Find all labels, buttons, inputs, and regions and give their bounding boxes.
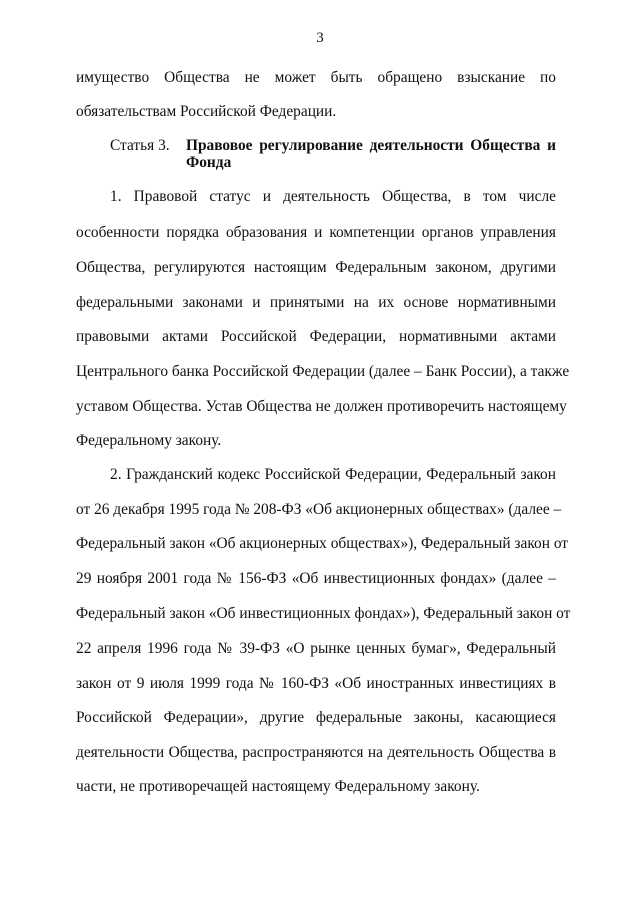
text-line: деятельности Общества, распространяются на деятельность Общества в (76, 744, 556, 761)
text-line: 29 ноября 2001 года № 156-ФЗ «Об инвестиционных фондах» (далее – (76, 570, 556, 587)
text-line: 2. Гражданский кодекс Российской Федерации, Федеральный закон (110, 466, 556, 483)
text-line: правовыми актами Российской Федерации, нормативными актами (76, 328, 556, 345)
text-line: закон от 9 июля 1999 года № 160-ФЗ «Об иностранных инвестициях в (76, 675, 556, 692)
text-line: Российской Федерации», другие федеральные законы, касающиеся (76, 709, 556, 726)
text-line: от 26 декабря 1995 года № 208-ФЗ «Об акционерных обществах» (далее – (76, 501, 562, 518)
text-line: части, не противоречащей настоящему Федеральному закону. (76, 778, 480, 795)
text-line: Федеральному закону. (76, 432, 222, 449)
text-line: Общества, регулируются настоящим Федеральным законом, другими (76, 259, 556, 276)
article-title-line: Фонда (186, 154, 232, 171)
page-number: 3 (316, 30, 324, 46)
text-line: 22 апреля 1996 года № 39-ФЗ «О рынке ценных бумаг», Федеральный (76, 640, 556, 657)
text-line: 1. Правовой статус и деятельность Общества, в том числе (110, 188, 556, 205)
text-line: федеральными законами и принятыми на их основе нормативными (76, 294, 556, 311)
article-title-line: Правовое регулирование деятельности Общества и (186, 137, 556, 154)
text-line: уставом Общества. Устав Общества не должен противоречить настоящему (76, 398, 567, 415)
article-label: Статья 3. (110, 137, 170, 154)
text-line: обязательствам Российской Федерации. (76, 103, 337, 120)
text-line: имущество Общества не может быть обращено взыскание по (76, 69, 556, 86)
article-heading (110, 137, 556, 173)
text-line: Центрального банка Российской Федерации (далее – Банк России), а также (76, 363, 570, 380)
text-line: Федеральный закон «Об инвестиционных фондах»), Федеральный закон от (76, 605, 571, 622)
text-line: Федеральный закон «Об акционерных обществах»), Федеральный закон от (76, 535, 569, 552)
text-line: особенности порядка образования и компетенции органов управления (76, 224, 556, 241)
